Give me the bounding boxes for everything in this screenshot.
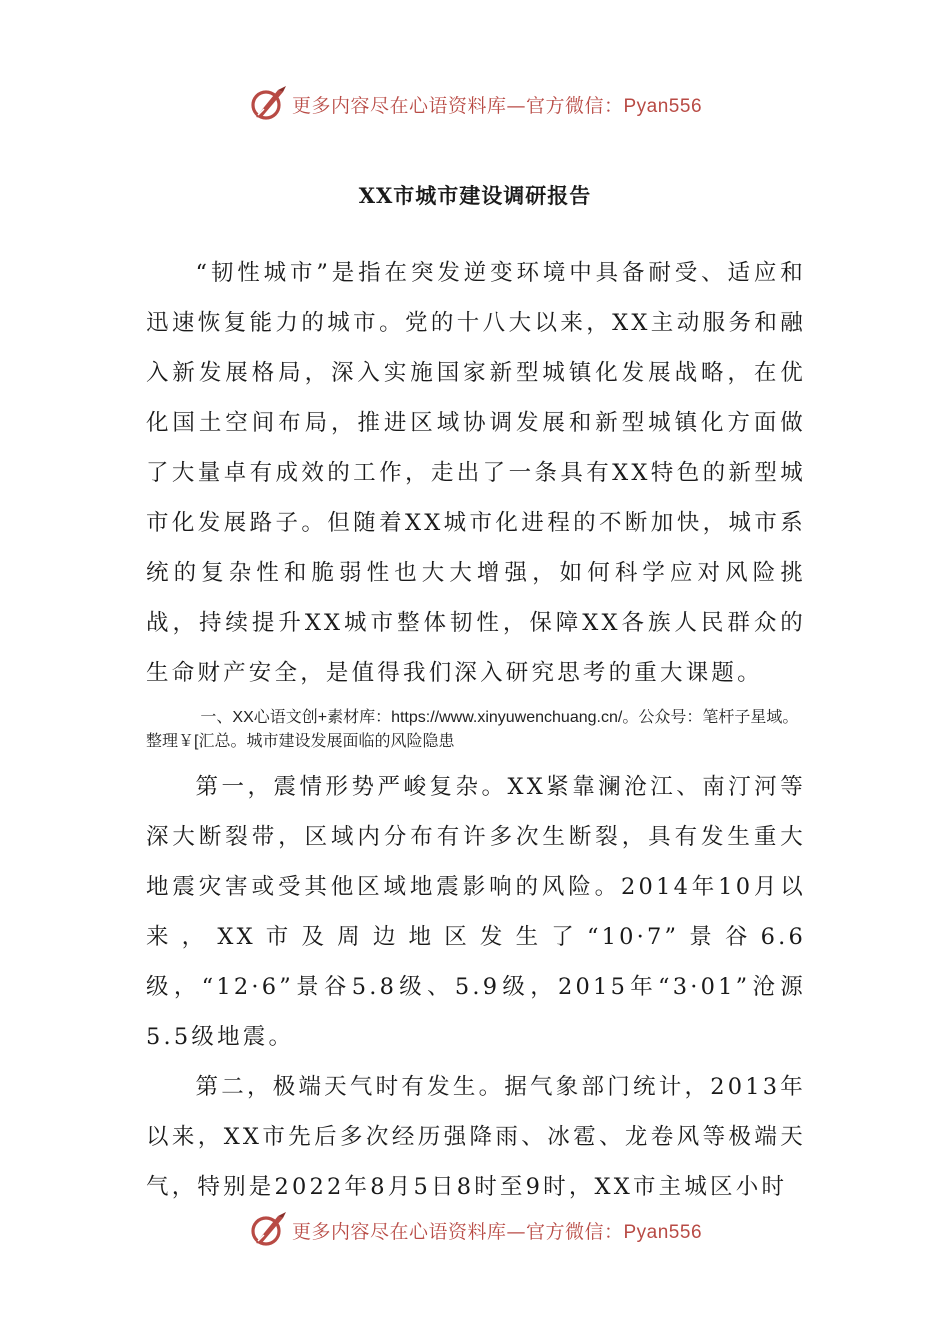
footer-banner	[0, 1208, 950, 1252]
banner-text: 更多内容尽在心语资料库—官方微信：Pyan556	[291, 94, 703, 117]
header-banner	[0, 82, 950, 126]
wechat-id: Pyan556	[623, 95, 703, 117]
intro-paragraph: “韧性城市”是指在突发逆变环境中具备耐受、适应和迅速恢复能力的城市。党的十八大以来，XX主动服务和融入新发展格局，深入实施国家新型城镇化发展战略，在优化国土空间布局，推进区域协调发展和新型城镇化方面做了大量卓有成效的工作，走出了一条具有XX特色的新型城市化发展路子。但随着XX城市化进程的不断加快，城市系统的复杂性和脆弱性也大大增强，如何科学应对风险挑战，持续提升XX城市整体韧性，保障XX各族人民群众的生命财产安全，是值得我们深入研究思考的重大课题。	[146, 260, 806, 686]
paragraph-earthquake: 第一，震情形势严峻复杂。XX紧靠澜沧江、南汀河等深大断裂带，区域内分布有许多次生断裂，具有发生重大地震灾害或受其他区域地震影响的风险。2014年10月以来，XX市及周边地区发生了“10·7”景谷6.6级，“12·6”景谷5.8级、5.9级，2015年“3·01”沧源5.5级地震。	[146, 774, 806, 1050]
document-body	[146, 248, 806, 1212]
quill-logo-icon	[248, 1210, 288, 1250]
paragraph-weather: 第二，极端天气时有发生。据气象部门统计，2013年以来，XX市先后多次经历强降雨、冰雹、龙卷风等极端天气，特别是2022年8月5日8时至9时，XX市主城区小时	[146, 1074, 806, 1200]
section-heading-note: 一、XX心语文创+素材库：https://www.xinyuwenchuang.cn/。公众号：笔杆子星域。整理￥[汇总。城市建设发展面临的风险隐患	[146, 709, 799, 750]
document-title: XX市城市建设调研报告	[358, 183, 592, 208]
banner-text: 更多内容尽在心语资料库—官方微信：Pyan556	[291, 1220, 703, 1243]
wechat-id: Pyan556	[623, 1221, 703, 1243]
quill-logo-icon	[248, 84, 288, 124]
